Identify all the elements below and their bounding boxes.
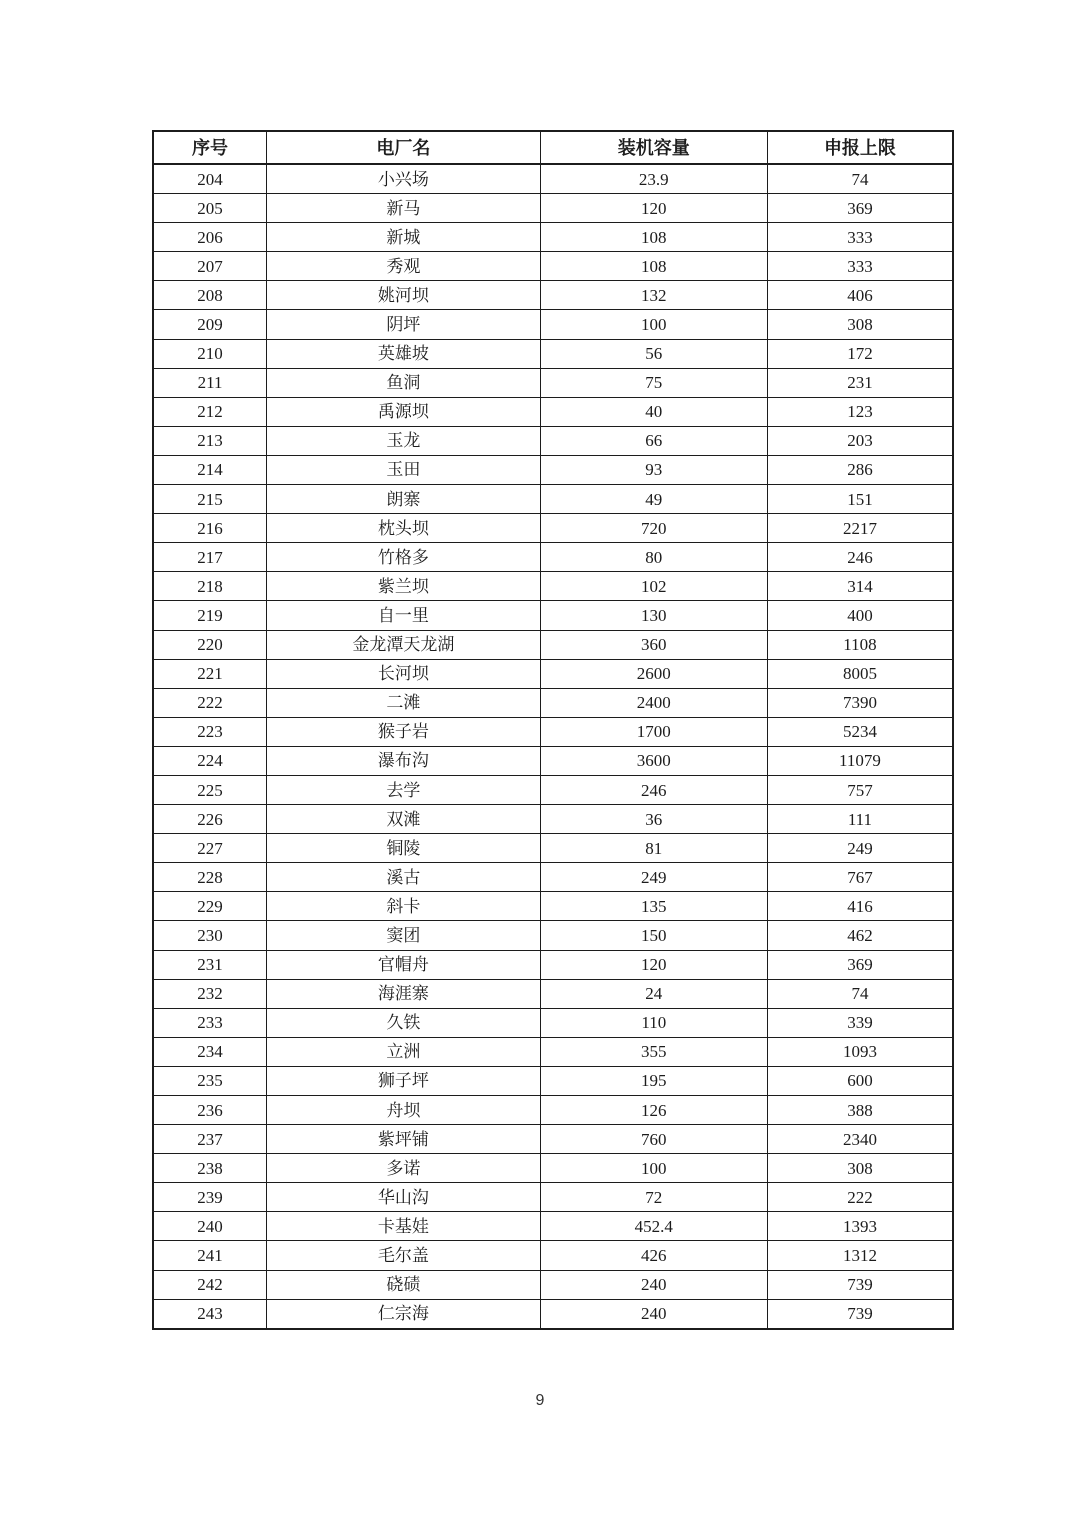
table-cell: 瀑布沟: [267, 746, 541, 775]
table-row: [153, 1154, 953, 1183]
table-cell: 49: [540, 485, 767, 514]
table-cell: 120: [540, 194, 767, 223]
table-header-row: [153, 131, 953, 164]
table-row: [153, 281, 953, 310]
table-row: [153, 805, 953, 834]
table-row: [153, 979, 953, 1008]
table-cell: 221: [153, 659, 267, 688]
table-cell: 210: [153, 339, 267, 368]
table-cell: 新城: [267, 223, 541, 252]
table-row: [153, 688, 953, 717]
table-cell: 308: [767, 310, 953, 339]
table-row: [153, 1299, 953, 1329]
table-row: [153, 892, 953, 921]
table-cell: 151: [767, 485, 953, 514]
page-number: 9: [535, 1392, 545, 1409]
table-cell: 227: [153, 834, 267, 863]
table-row: [153, 834, 953, 863]
table-row: [153, 368, 953, 397]
table-cell: 767: [767, 863, 953, 892]
table-cell: 朗寨: [267, 485, 541, 514]
table-cell: 75: [540, 368, 767, 397]
table-cell: 紫兰坝: [267, 572, 541, 601]
table-cell: 74: [767, 979, 953, 1008]
table-cell: 2217: [767, 514, 953, 543]
table-row: [153, 1212, 953, 1241]
table-row: [153, 397, 953, 426]
table-cell: 8005: [767, 659, 953, 688]
table-cell: 81: [540, 834, 767, 863]
table-cell: 玉龙: [267, 426, 541, 455]
table-cell: 123: [767, 397, 953, 426]
table-row: [153, 514, 953, 543]
table-cell: 208: [153, 281, 267, 310]
table-row: [153, 746, 953, 775]
table-cell: 108: [540, 223, 767, 252]
table-row: [153, 194, 953, 223]
table-cell: 369: [767, 950, 953, 979]
power-plant-table: [152, 130, 954, 1330]
table-cell: 240: [540, 1270, 767, 1299]
table-cell: 久铁: [267, 1008, 541, 1037]
table-cell: 100: [540, 1154, 767, 1183]
table-cell: 720: [540, 514, 767, 543]
table-cell: 官帽舟: [267, 950, 541, 979]
table-row: [153, 1183, 953, 1212]
table-cell: 452.4: [540, 1212, 767, 1241]
table-row: [153, 572, 953, 601]
table-cell: 102: [540, 572, 767, 601]
table-cell: 新马: [267, 194, 541, 223]
table-cell: 24: [540, 979, 767, 1008]
table-cell: 36: [540, 805, 767, 834]
table-cell: 219: [153, 601, 267, 630]
table-cell: 242: [153, 1270, 267, 1299]
table-cell: 172: [767, 339, 953, 368]
table-cell: 462: [767, 921, 953, 950]
table-cell: 1093: [767, 1037, 953, 1066]
table-cell: 立洲: [267, 1037, 541, 1066]
table-cell: 195: [540, 1066, 767, 1095]
table-cell: 232: [153, 979, 267, 1008]
table-cell: 212: [153, 397, 267, 426]
table-row: [153, 455, 953, 484]
table-cell: 600: [767, 1066, 953, 1095]
table-cell: 249: [767, 834, 953, 863]
table-row: [153, 223, 953, 252]
table-row: [153, 921, 953, 950]
table-row: [153, 426, 953, 455]
table-cell: 2340: [767, 1125, 953, 1154]
table-cell: 竹格多: [267, 543, 541, 572]
table-cell: 23.9: [540, 164, 767, 194]
table-cell: 多诺: [267, 1154, 541, 1183]
table-cell: 229: [153, 892, 267, 921]
table-cell: 406: [767, 281, 953, 310]
table-cell: 阴坪: [267, 310, 541, 339]
table-cell: 小兴场: [267, 164, 541, 194]
table-row: [153, 775, 953, 804]
table-row: [153, 601, 953, 630]
table-cell: 388: [767, 1096, 953, 1125]
column-header-plant-name: 电厂名: [267, 131, 541, 164]
table-cell: 355: [540, 1037, 767, 1066]
table-cell: 230: [153, 921, 267, 950]
table-cell: 222: [767, 1183, 953, 1212]
table-cell: 66: [540, 426, 767, 455]
table-row: [153, 1125, 953, 1154]
table-row: [153, 543, 953, 572]
table-row: [153, 630, 953, 659]
table-cell: 1312: [767, 1241, 953, 1270]
table-cell: 416: [767, 892, 953, 921]
table-cell: 241: [153, 1241, 267, 1270]
table-cell: 126: [540, 1096, 767, 1125]
table-cell: 223: [153, 717, 267, 746]
table-cell: 斜卡: [267, 892, 541, 921]
table-cell: 金龙潭天龙湖: [267, 630, 541, 659]
table-cell: 舟坝: [267, 1096, 541, 1125]
table-cell: 235: [153, 1066, 267, 1095]
table-row: [153, 310, 953, 339]
table-cell: 猴子岩: [267, 717, 541, 746]
table-cell: 93: [540, 455, 767, 484]
table-cell: 2400: [540, 688, 767, 717]
table-cell: 窦团: [267, 921, 541, 950]
table-cell: 333: [767, 223, 953, 252]
table-cell: 222: [153, 688, 267, 717]
table-cell: 紫坪铺: [267, 1125, 541, 1154]
table-cell: 自一里: [267, 601, 541, 630]
table-cell: 207: [153, 252, 267, 281]
table-row: [153, 1008, 953, 1037]
table-cell: 枕头坝: [267, 514, 541, 543]
table-cell: 231: [767, 368, 953, 397]
table-cell: 秀观: [267, 252, 541, 281]
table-cell: 216: [153, 514, 267, 543]
table-cell: 739: [767, 1270, 953, 1299]
table-row: [153, 1037, 953, 1066]
table-row: [153, 1096, 953, 1125]
table-cell: 426: [540, 1241, 767, 1270]
table-cell: 海涯寨: [267, 979, 541, 1008]
table-cell: 214: [153, 455, 267, 484]
column-header-installed-capacity: 装机容量: [540, 131, 767, 164]
table-cell: 110: [540, 1008, 767, 1037]
table-cell: 757: [767, 775, 953, 804]
table-cell: 400: [767, 601, 953, 630]
table-cell: 卡基娃: [267, 1212, 541, 1241]
table-cell: 204: [153, 164, 267, 194]
table-cell: 240: [540, 1299, 767, 1329]
table-row: [153, 339, 953, 368]
table-cell: 7390: [767, 688, 953, 717]
table-cell: 108: [540, 252, 767, 281]
table-cell: 1108: [767, 630, 953, 659]
table-cell: 224: [153, 746, 267, 775]
table-cell: 217: [153, 543, 267, 572]
table-cell: 仁宗海: [267, 1299, 541, 1329]
table-cell: 333: [767, 252, 953, 281]
table-cell: 5234: [767, 717, 953, 746]
column-header-declaration-limit: 申报上限: [767, 131, 953, 164]
table-cell: 760: [540, 1125, 767, 1154]
table-cell: 360: [540, 630, 767, 659]
table-cell: 150: [540, 921, 767, 950]
table-cell: 246: [767, 543, 953, 572]
table-cell: 80: [540, 543, 767, 572]
table-row: [153, 659, 953, 688]
table-cell: 120: [540, 950, 767, 979]
table-row: [153, 485, 953, 514]
table-cell: 11079: [767, 746, 953, 775]
table-cell: 249: [540, 863, 767, 892]
table-cell: 339: [767, 1008, 953, 1037]
table-cell: 二滩: [267, 688, 541, 717]
table-cell: 286: [767, 455, 953, 484]
table-cell: 369: [767, 194, 953, 223]
column-header-serial: 序号: [153, 131, 267, 164]
table-cell: 华山沟: [267, 1183, 541, 1212]
table-cell: 226: [153, 805, 267, 834]
table-cell: 220: [153, 630, 267, 659]
table-cell: 玉田: [267, 455, 541, 484]
table-cell: 56: [540, 339, 767, 368]
table-row: [153, 717, 953, 746]
table-row: [153, 950, 953, 979]
table-cell: 233: [153, 1008, 267, 1037]
table-cell: 72: [540, 1183, 767, 1212]
table-cell: 禹源坝: [267, 397, 541, 426]
table-cell: 228: [153, 863, 267, 892]
table-cell: 英雄坡: [267, 339, 541, 368]
table-cell: 3600: [540, 746, 767, 775]
table-cell: 243: [153, 1299, 267, 1329]
table-cell: 135: [540, 892, 767, 921]
table-cell: 238: [153, 1154, 267, 1183]
table-cell: 狮子坪: [267, 1066, 541, 1095]
table-cell: 314: [767, 572, 953, 601]
table-cell: 铜陵: [267, 834, 541, 863]
table-cell: 234: [153, 1037, 267, 1066]
table-cell: 308: [767, 1154, 953, 1183]
table-cell: 239: [153, 1183, 267, 1212]
table-cell: 74: [767, 164, 953, 194]
table-cell: 205: [153, 194, 267, 223]
table-cell: 236: [153, 1096, 267, 1125]
table-cell: 213: [153, 426, 267, 455]
table-cell: 130: [540, 601, 767, 630]
table-row: [153, 1066, 953, 1095]
table-cell: 211: [153, 368, 267, 397]
table-cell: 246: [540, 775, 767, 804]
table-row: [153, 1270, 953, 1299]
table-cell: 218: [153, 572, 267, 601]
table-cell: 硗碛: [267, 1270, 541, 1299]
table-cell: 209: [153, 310, 267, 339]
table-row: [153, 863, 953, 892]
table-cell: 2600: [540, 659, 767, 688]
table-cell: 111: [767, 805, 953, 834]
table-cell: 溪古: [267, 863, 541, 892]
table-cell: 40: [540, 397, 767, 426]
table-cell: 225: [153, 775, 267, 804]
table-cell: 206: [153, 223, 267, 252]
table-cell: 毛尔盖: [267, 1241, 541, 1270]
table-cell: 237: [153, 1125, 267, 1154]
table-cell: 去学: [267, 775, 541, 804]
table-cell: 1393: [767, 1212, 953, 1241]
table-cell: 231: [153, 950, 267, 979]
table-cell: 100: [540, 310, 767, 339]
table-row: [153, 164, 953, 194]
table-cell: 长河坝: [267, 659, 541, 688]
table-cell: 215: [153, 485, 267, 514]
table-cell: 鱼洞: [267, 368, 541, 397]
table-cell: 132: [540, 281, 767, 310]
table-cell: 240: [153, 1212, 267, 1241]
table-cell: 203: [767, 426, 953, 455]
table-cell: 1700: [540, 717, 767, 746]
table-row: [153, 252, 953, 281]
table-row: [153, 1241, 953, 1270]
table-cell: 739: [767, 1299, 953, 1329]
table-cell: 姚河坝: [267, 281, 541, 310]
table-cell: 双滩: [267, 805, 541, 834]
